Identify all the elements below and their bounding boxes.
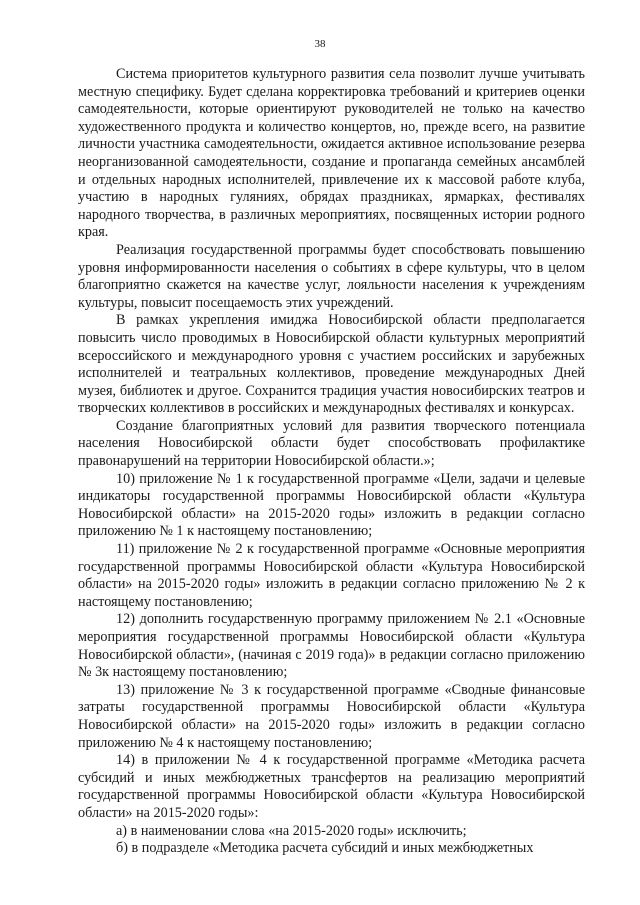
paragraph-rural-culture: Система приоритетов культурного развития села позволит лучше учитывать местную специфику. Будет сделана корректировка требований и критериев оценки самодеятельности, которые ориентируют руководителей не только на качество художественного продукта и количество концертов, но, прежде всего, на развитие личности участника самодеятельности, ожидается активное использование резерва неорганизованной самодеятельности, создание и пропаганда семейных ансамблей и отдельных народных исполнителей, привлечение их к массовой работе клуба, участию в народных гуляниях, обрядах праздниках, ярмарках, фестивалях народного творчества, в различных мероприятиях, посвященных истории родного края. bbox=[78, 66, 585, 241]
paragraph-program-awareness: Реализация государственной программы будет способствовать повышению уровня информированности населения о событиях в сфере культуры, что в целом благоприятно скажется на качестве услуг, лояльности населения к учреждениям культуры, повысит посещаемость этих учреждений. bbox=[78, 241, 585, 311]
paragraph-item-13: 13) приложение № 3 к государственной программе «Сводные финансовые затраты государственной программы Новосибирской области «Культура Новосибирской области» на 2015-2020 годы» изложить в редакции согласно приложению № 4 к настоящему постановлению; bbox=[78, 681, 585, 751]
paragraph-creative-potential: Создание благоприятных условий для развития творческого потенциала населения Новосибирской области будет способствовать профилактике правонарушений на территории Новосибирской области.»; bbox=[78, 417, 585, 470]
paragraph-item-14: 14) в приложении № 4 к государственной программе «Методика расчета субсидий и иных межбюджетных трансфертов на реализацию мероприятий государственной программы Новосибирской области «Культура Новосибирской области» на 2015-2020 годы»: bbox=[78, 752, 585, 821]
page-number: 38 bbox=[314, 38, 326, 50]
paragraph-item-b: б) в подразделе «Методика расчета субсидий и иных межбюджетных bbox=[116, 840, 534, 857]
paragraph-region-image: В рамках укрепления имиджа Новосибирской области предполагается повысить число проводимых в Новосибирской области культурных мероприятий всероссийского и международного уровня с участием российских и зарубежных исполнителей и театральных коллективов, проведение международных Дней музея, библиотек и другое. Сохранится традиция участия новосибирских театров и творческих коллективов в российских и международных фестивалях и конкурсах. bbox=[78, 312, 585, 417]
paragraph-item-12: 12) дополнить государственную программу приложением № 2.1 «Основные мероприятия государственной программы Новосибирской области «Культура Новосибирской области», (начиная с 2019 года)» в редакции согласно приложению № 3к настоящему постановлению; bbox=[78, 611, 585, 681]
paragraph-item-10: 10) приложение № 1 к государственной программе «Цели, задачи и целевые индикаторы государственной программы Новосибирской области «Культура Новосибирской области» на 2015-2020 годы» изложить в редакции согласно приложению № 1 к настоящему постановлению; bbox=[78, 470, 585, 540]
paragraph-item-11: 11) приложение № 2 к государственной программе «Основные мероприятия государственной программы Новосибирской области «Культура Новосибирской области» на 2015-2020 годы» изложить в редакции согласно приложению № 2 к настоящему постановлению; bbox=[78, 541, 585, 610]
document-body bbox=[78, 66, 585, 858]
paragraph-item-a: а) в наименовании слова «на 2015-2020 годы» исключить; bbox=[116, 822, 467, 839]
